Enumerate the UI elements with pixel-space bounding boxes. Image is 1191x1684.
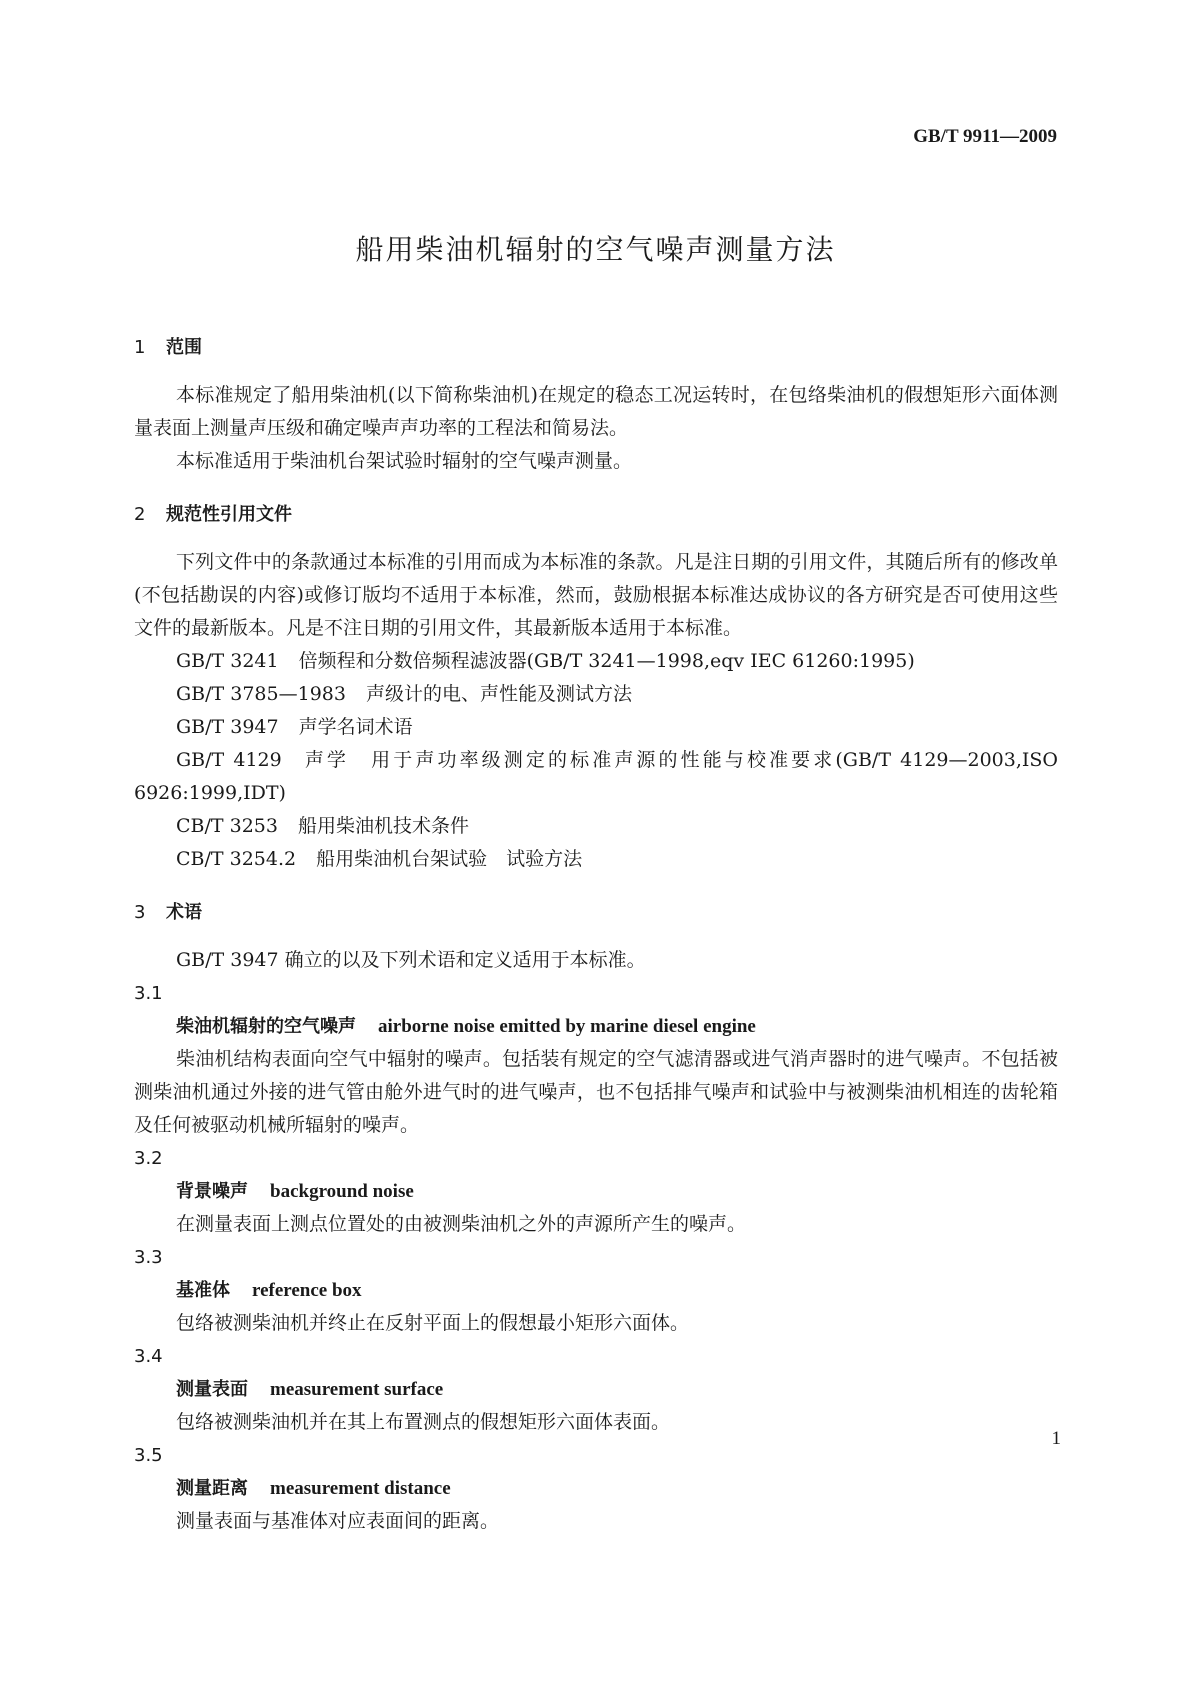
term-en: measurement surface (270, 1379, 444, 1400)
term-heading (134, 1010, 1058, 1043)
paragraph: GB/T 3947 确立的以及下列术语和定义适用于本标准。 (176, 949, 646, 971)
section-title: 范围 (166, 337, 202, 358)
standard-code: GB/T 9911—2009 (913, 126, 1057, 147)
term-number: 3.1 (134, 983, 163, 1004)
term-heading (134, 1373, 1058, 1406)
term-zh: 柴油机辐射的空气噪声 (176, 1016, 356, 1037)
term-definition: 在测量表面上测点位置处的由被测柴油机之外的声源所产生的噪声。 (176, 1213, 747, 1235)
reference-code: GB/T 3785—1983 (176, 683, 346, 705)
term-number: 3.3 (134, 1247, 163, 1268)
reference-item (134, 744, 1058, 810)
term-en: airborne noise emitted by marine diesel engine (378, 1016, 756, 1037)
paragraph: 本标准适用于柴油机台架试验时辐射的空气噪声测量。 (176, 450, 633, 472)
term-definition: 柴油机结构表面向空气中辐射的噪声。包括装有规定的空气滤清器或进气消声器时的进气噪声。不包括被测柴油机通过外接的进气管由舱外进气时的进气噪声，也不包括排气噪声和试验中与被测柴油机相连的齿轮箱及任何被驱动机械所辐射的噪声。 (134, 1048, 1058, 1136)
reference-code: GB/T 4129 (176, 749, 282, 771)
reference-item (134, 711, 1058, 744)
document-title: 船用柴油机辐射的空气噪声测量方法 (355, 233, 836, 266)
reference-item (134, 678, 1058, 711)
section-title: 规范性引用文件 (166, 504, 292, 525)
reference-text: 声学 用于声功率级测定的标准声源的性能与校准要求(GB/T 4129—2003,ISO 6926:1999,IDT) (134, 749, 1058, 804)
paragraph: 下列文件中的条款通过本标准的引用而成为本标准的条款。凡是注日期的引用文件，其随后所有的修改单(不包括勘误的内容)或修订版均不适用于本标准，然而，鼓励根据本标准达成协议的各方研究是否可使用这些文件的最新版本。凡是不注日期的引用文件，其最新版本适用于本标准。 (134, 551, 1058, 639)
term-number: 3.4 (134, 1346, 163, 1367)
reference-text: 倍频程和分数倍频程滤波器(GB/T 3241—1998,eqv IEC 61260:1995) (298, 650, 915, 672)
section-heading-scope (134, 333, 1058, 359)
term-en: background noise (270, 1181, 414, 1202)
section-number: 3 (134, 902, 146, 923)
reference-text: 船用柴油机技术条件 (297, 815, 469, 837)
term-definition: 测量表面与基准体对应表面间的距离。 (176, 1510, 500, 1532)
section-number: 2 (134, 504, 146, 525)
term-en: reference box (252, 1280, 362, 1301)
term-zh: 基准体 (176, 1280, 230, 1301)
section-heading-normative-references (134, 500, 1058, 526)
reference-code: GB/T 3947 (176, 716, 279, 738)
term-definition: 包络被测柴油机并在其上布置测点的假想矩形六面体表面。 (176, 1411, 671, 1433)
term-heading (134, 1274, 1058, 1307)
term-number: 3.5 (134, 1445, 163, 1466)
reference-code: GB/T 3241 (176, 650, 279, 672)
term-heading (134, 1175, 1058, 1208)
reference-text: 声级计的电、声性能及测试方法 (365, 683, 632, 705)
reference-code: CB/T 3254.2 (176, 848, 297, 870)
page-number: 1 (1051, 1428, 1061, 1449)
term-en: measurement distance (270, 1478, 451, 1499)
section-number: 1 (134, 337, 146, 358)
term-zh: 测量表面 (176, 1379, 248, 1400)
reference-code: CB/T 3253 (176, 815, 278, 837)
reference-text: 船用柴油机台架试验 试验方法 (316, 848, 583, 870)
term-definition: 包络被测柴油机并终止在反射平面上的假想最小矩形六面体。 (176, 1312, 690, 1334)
paragraph: 本标准规定了船用柴油机(以下简称柴油机)在规定的稳态工况运转时，在包络柴油机的假想矩形六面体测量表面上测量声压级和确定噪声声功率的工程法和简易法。 (134, 384, 1058, 439)
document-body (134, 333, 1058, 1538)
section-heading-terms (134, 898, 1058, 924)
term-heading (134, 1472, 1058, 1505)
term-number: 3.2 (134, 1148, 163, 1169)
reference-item (134, 810, 1058, 843)
reference-text: 声学名词术语 (298, 716, 413, 738)
term-zh: 背景噪声 (176, 1181, 248, 1202)
reference-item (134, 843, 1058, 876)
term-zh: 测量距离 (176, 1478, 248, 1499)
section-title: 术语 (166, 902, 202, 923)
reference-item (134, 645, 1058, 678)
